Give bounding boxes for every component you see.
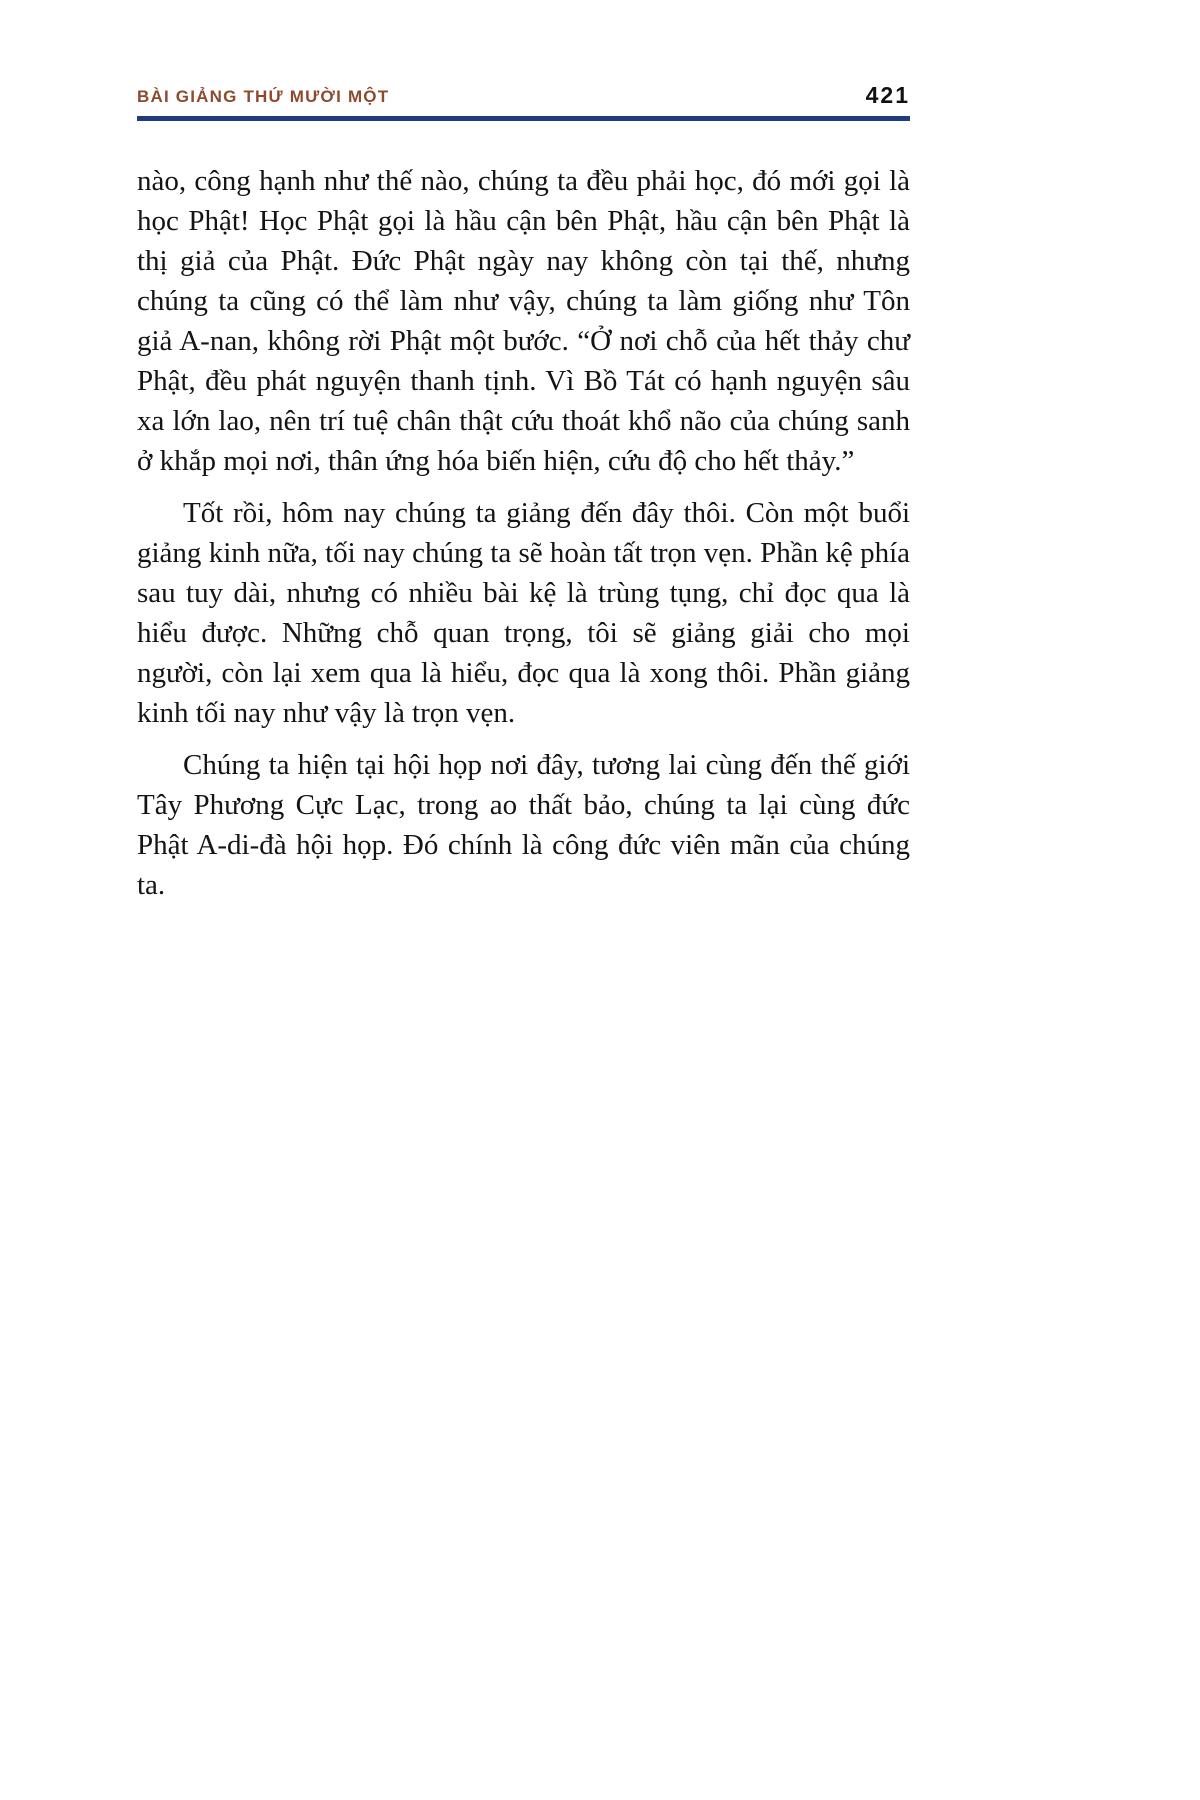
- paragraph: Chúng ta hiện tại hội họp nơi đây, tương lai cùng đến thế giới Tây Phương Cực Lạc, trong ao thất bảo, chúng ta lại cùng đức Phật A-di-đà hội họp. Đó chính là công đức viên mãn của chúng ta.: [137, 749, 910, 901]
- running-header: [137, 82, 910, 109]
- page-body: [137, 161, 910, 905]
- page-number: 421: [865, 82, 910, 108]
- chapter-running-title: BÀI GIẢNG THỨ MƯỜI MỘT: [137, 87, 390, 106]
- paragraph: Tốt rồi, hôm nay chúng ta giảng đến đây thôi. Còn một buổi giảng kinh nữa, tối nay chúng ta sẽ hoàn tất trọn vẹn. Phần kệ phía sau tuy dài, nhưng có nhiều bài kệ là trùng tụng, chỉ đọc qua là hiểu được. Những chỗ quan trọng, tôi sẽ giảng giải cho mọi người, còn lại xem qua là hiểu, đọc qua là xong thôi. Phần giảng kinh tối nay như vậy là trọn vẹn.: [137, 497, 910, 729]
- header-divider-rule: [137, 116, 910, 121]
- paragraph: nào, công hạnh như thế nào, chúng ta đều phải học, đó mới gọi là học Phật! Học Phật gọi là hầu cận bên Phật, hầu cận bên Phật là thị giả của Phật. Đức Phật ngày nay không còn tại thế, nhưng chúng ta cũng có thể làm như vậy, chúng ta làm giống như Tôn giả A-nan, không rời Phật một bước. “Ở nơi chỗ của hết thảy chư Phật, đều phát nguyện thanh tịnh. Vì Bồ Tát có hạnh nguyện sâu xa lớn lao, nên trí tuệ chân thật cứu thoát khổ não của chúng sanh ở khắp mọi nơi, thân ứng hóa biến hiện, cứu độ cho hết thảy.”: [137, 165, 910, 477]
